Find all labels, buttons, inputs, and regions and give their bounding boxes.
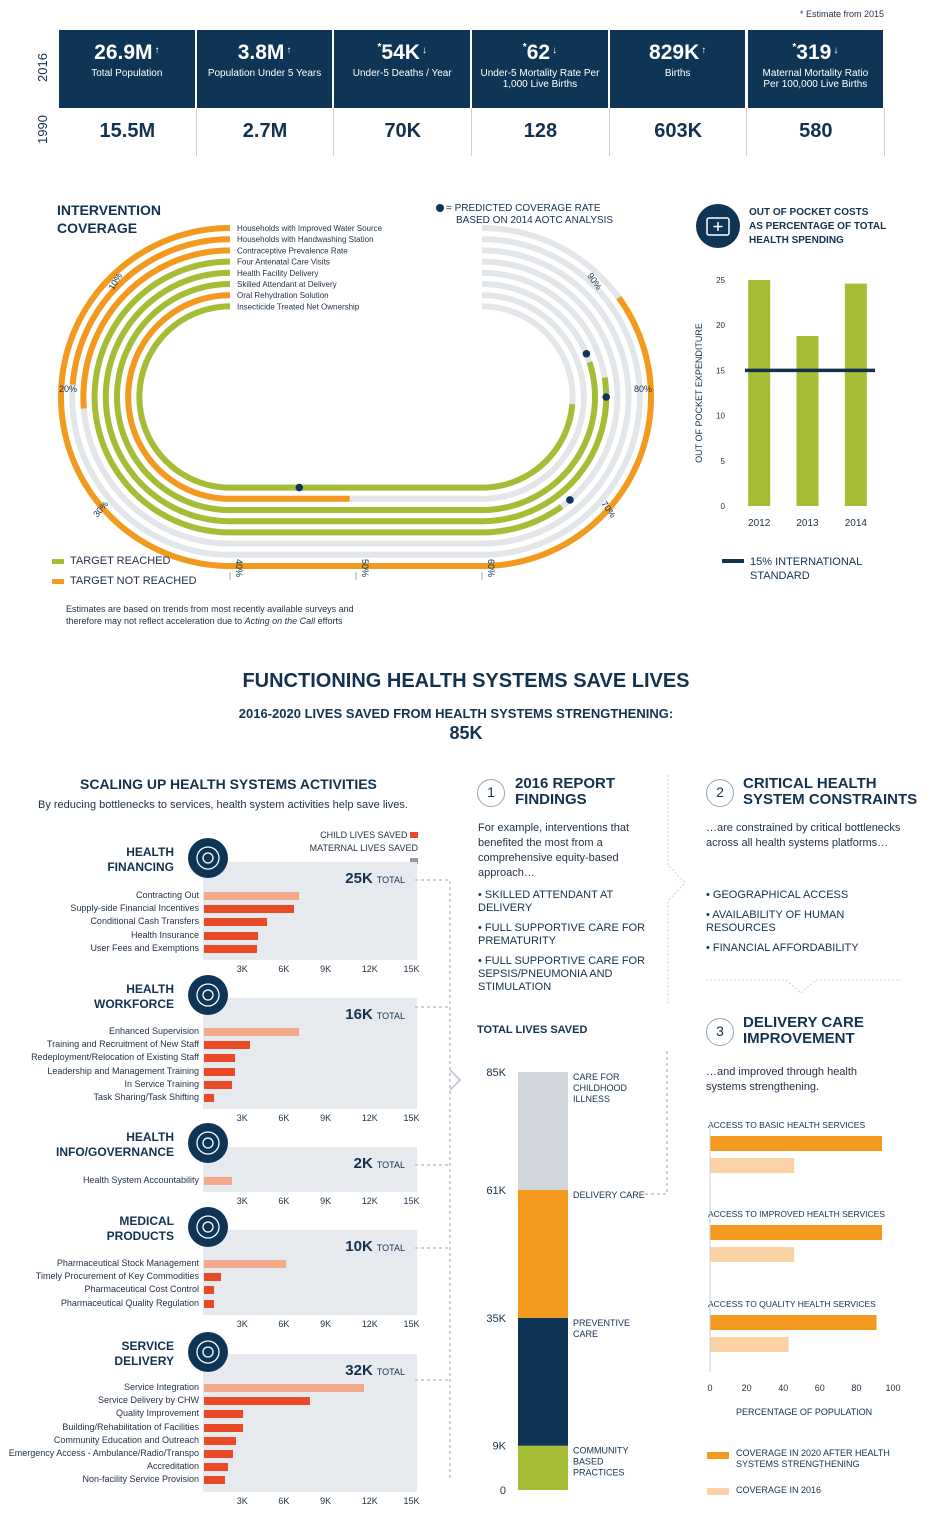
category-total-value: 16K [345,1006,373,1023]
stat-label: Population Under 5 Years [207,68,322,79]
track-label: Households with Improved Water Source [237,224,383,233]
stat-value [334,41,470,65]
activity-bar [204,1054,235,1062]
activity-label: In Service Training [124,1078,199,1089]
access-axis-tick: 0 [707,1383,713,1393]
stat-cell [334,30,470,108]
baseline-value: 2.7M [197,108,335,156]
activity-bar [204,1300,214,1308]
y-tick-label: 20 [716,321,725,331]
hs-title: FUNCTIONING HEALTH SYSTEMS SAVE LIVES [242,670,690,692]
stat-star: * [792,42,797,53]
category-title [56,1130,174,1160]
baseline-value: 580 [748,108,886,156]
percent-label: 50% [360,558,370,578]
panel-connector [410,870,470,1510]
activity-label: Non-facility Service Provision [82,1474,199,1485]
stack-label-line: CARE FOR [573,1072,620,1082]
stack-label [573,1072,628,1104]
stat-label: Under-5 Mortality Rate Per 1,000 Live Births [480,68,600,90]
access-axis-tick: 20 [741,1383,752,1393]
axis-tick: 15K [403,1318,420,1329]
stat-star: * [522,42,527,53]
trend-arrow-icon: ↑ [701,45,707,56]
axis-tick: 3K [236,1196,248,1207]
category-title-line1: SERVICE [121,1339,174,1353]
stack-tick: 0 [499,1485,506,1497]
baseline-value: 15.5M [59,108,197,156]
track-label: Contraceptive Prevalence Rate [237,246,348,256]
category-title [107,845,174,875]
finding-1-bullets [478,889,663,1001]
activity-bar [204,892,299,900]
legend-2016-swatch [707,1488,729,1495]
category-title [114,1339,174,1369]
y-tick-label: 25 [716,276,725,285]
category-total [345,1238,405,1255]
stat-label: Births [664,68,691,79]
category-total [345,870,405,887]
finding-1-title: 2016 REPORT FINDINGS [515,775,616,808]
predicted-dot [566,496,574,504]
lives-stack-chart [470,1050,713,1510]
activity-label: Contracting Out [135,890,199,900]
bullet: • FULL SUPPORTIVE CARE FOR SEPSIS/PNEUMONIA AND STIMULATION [478,955,646,993]
activity-label: Redeployment/Relocation of Existing Staff [31,1052,199,1063]
stat-value [610,41,746,65]
access-bar-2020 [710,1136,882,1151]
finding-number-3: 3 [706,1018,734,1046]
stack-tick: 9K [492,1440,506,1453]
oop-bar-chart [690,265,890,540]
predicted-note: = PREDICTED COVERAGE RATE BASED ON 2014 AOTC ANALYSIS [446,203,614,226]
axis-tick: 3K [236,1495,248,1506]
activity-label: Service Integration [123,1382,199,1392]
findings-divider [660,775,700,1005]
access-bar-2016 [710,1247,794,1262]
category-icon [188,975,228,1015]
stat-cell [59,30,195,108]
stat-cell [748,30,884,108]
total-suffix: TOTAL [376,1011,405,1021]
oop-bar [797,336,819,506]
finding-number-1: 1 [477,779,505,807]
axis-tick: 9K [320,1196,332,1207]
stack-segment [518,1072,568,1190]
axis-tick: 6K [278,1196,290,1207]
percent-label: 30% [91,498,111,520]
bullet: • SKILLED ATTENDANT AT DELIVERY [478,889,614,914]
category-total [345,1362,405,1379]
legend-2020: COVERAGE IN 2020 AFTER HEALTH SYSTEMS STRENGTHENING [736,1448,890,1469]
legend-2016: COVERAGE IN 2016 [736,1485,822,1495]
x-tick-label: 2013 [796,518,819,529]
stack-title: TOTAL LIVES SAVED [477,1024,588,1036]
activity-bar [204,1286,214,1294]
track-progress [139,306,572,487]
axis-tick: 12K [361,1196,378,1207]
activity-label: Conditional Cash Transfers [90,916,199,927]
total-suffix: TOTAL [376,875,405,885]
axis-tick: 15K [403,964,420,974]
legend-not-reached: TARGET NOT REACHED [70,575,197,587]
category-title-line2: INFO/GOVERNANCE [55,1145,174,1159]
track-label: Insecticide Treated Net Ownership [237,302,360,312]
estimate-note: * Estimate from 2015 [800,9,885,19]
stat-number: 3.8M [237,41,285,64]
activity-bar [204,1476,225,1484]
scaling-legend: CHILD LIVES SAVED MATERNAL LIVES SAVED [300,829,418,868]
access-axis-tick: 60 [814,1383,825,1393]
access-bar-2016 [710,1158,794,1173]
predicted-dot [296,484,304,492]
access-bar-2016 [710,1337,789,1352]
activity-bar [204,1260,286,1268]
activity-bar [204,1410,243,1418]
activity-label: Timely Procurement of Key Commodities [35,1271,199,1282]
activity-label: Health Insurance [130,929,199,940]
legend-2020-swatch [707,1452,729,1459]
category-total-value: 25K [345,870,373,887]
category-title [94,982,174,1012]
activity-bar [204,905,294,913]
activity-label: Training and Recruitment of New Staff [46,1039,199,1050]
track-label: Oral Rehydration Solution [237,291,329,301]
trend-arrow-icon: ↓ [833,45,839,56]
coverage-title: INTERVENTION COVERAGE [57,202,161,236]
legend-reached: TARGET REACHED [70,555,171,567]
activity-bar [204,945,257,953]
stack-label-line: BASED [573,1456,604,1467]
stack-label [573,1446,629,1478]
delivery-connector [645,1050,670,1194]
stat-number: 62 [526,41,551,64]
percent-label: 80% [633,384,653,394]
activity-label: Pharmaceutical Stock Management [56,1258,199,1268]
finding-2-title: CRITICAL HEALTH SYSTEM CONSTRAINTS [743,775,918,808]
track-label: Health Facility Delivery [237,268,319,278]
activity-label: Pharmaceutical Cost Control [84,1284,199,1295]
stack-tick: 61K [486,1185,506,1198]
activity-label: Task Sharing/Task Shifting [93,1092,199,1102]
predicted-dot [602,393,610,401]
percent-label: 70% [599,499,618,520]
activity-bar [204,932,258,940]
child-swatch [410,832,418,838]
stack-segment [518,1446,568,1490]
access-axis-tick: 100 [885,1383,901,1393]
category-icon [188,1207,228,1247]
category-total [345,1006,405,1023]
track-progress [128,295,350,499]
category-title-line1: MEDICAL [119,1214,174,1228]
trend-arrow-icon: ↑ [286,45,292,56]
axis-tick: 15K [403,1113,420,1124]
percent-label: 90% [585,271,604,292]
activity-bar [204,1463,228,1471]
oop-bar [748,280,770,506]
baseline-value: 70K [334,108,472,156]
bullet: • FINANCIAL AFFORDABILITY [706,942,859,954]
finding-3-title: DELIVERY CARE IMPROVEMENT [743,1014,864,1047]
activity-bar [204,1041,250,1049]
stat-value [748,41,884,65]
stat-number: 829K [649,41,700,64]
activity-label: Supply-side Financial Incentives [70,903,199,914]
activity-bar [204,1384,364,1392]
access-group-title: ACCESS TO IMPROVED HEALTH SERVICES [708,1209,885,1219]
findings-chevron [706,975,906,1000]
stat-label: Maternal Mortality Ratio Per 100,000 Live Births [762,68,869,90]
bullet: • GEOGRAPHICAL ACCESS [706,889,849,901]
axis-tick: 3K [236,1113,248,1124]
coverage-footnote: Estimates are based on trends from most recently available surveys and therefore may not reflect acceleration due to Acting on the Call efforts [66,604,354,626]
year-2016-label: 2016 [34,53,50,82]
axis-tick: 9K [320,1318,332,1329]
axis-tick: 6K [278,1318,290,1329]
category-total-value: 32K [345,1362,373,1379]
stat-value [59,41,195,65]
finding-2-body: …are constrained by critical bottlenecks across all health systems platforms… [706,822,901,849]
stat-value [472,41,608,65]
axis-tick: 12K [361,1318,378,1329]
axis-tick: 15K [403,1495,420,1506]
stack-label-line: COMMUNITY [573,1445,629,1456]
finding-number-2: 2 [706,779,734,807]
axis-tick: 15K [403,1196,420,1207]
stack-label-line: DELIVERY CARE [573,1190,645,1201]
bullet: • FULL SUPPORTIVE CARE FOR PREMATURITY [478,922,646,947]
category-title-line2: PRODUCTS [106,1229,174,1243]
axis-tick: 12K [361,1495,378,1506]
stat-number: 26.9M [94,41,153,64]
percent-label: 60% [486,558,496,578]
activity-label: Service Delivery by CHW [97,1395,199,1406]
category-title-line2: WORKFORCE [94,997,174,1011]
finding-2-bullets [706,889,896,962]
stack-label [573,1318,630,1339]
category-title-line1: HEALTH [126,982,174,996]
activity-label: Health System Accountability [82,1175,199,1185]
reached-swatch [52,559,64,564]
category-icon [188,1332,228,1372]
baseline-value: 128 [472,108,610,156]
access-xlabel: PERCENTAGE OF POPULATION [736,1407,873,1417]
activity-label: Emergency Access - Ambulance/Radio/Transpo [8,1448,199,1458]
axis-tick: 3K [236,964,248,974]
stack-label-line: PRACTICES [573,1467,625,1478]
access-bar-chart [700,1110,925,1410]
percent-label: 10% [106,271,125,292]
track-background [139,306,572,487]
track-background [58,228,651,566]
percent-label: 20% [58,384,78,394]
total-suffix: TOTAL [376,1160,405,1170]
baseline-value: 603K [610,108,748,156]
x-tick-label: 2014 [844,518,867,529]
stack-label-line: CARE [573,1328,599,1339]
stack-label-line: CHILDHOOD [573,1083,628,1093]
scaling-title: SCALING UP HEALTH SYSTEMS ACTIVITIES [80,776,377,792]
hs-subtitle: 2016-2020 LIVES SAVED FROM HEALTH SYSTEMS STRENGTHENING: [238,706,674,721]
wallet-icon [696,204,740,248]
stat-cell [610,30,746,108]
stack-label-line: ILLNESS [573,1094,611,1104]
stack-segment [518,1318,568,1446]
oop-bar [845,284,867,506]
activity-bar [204,1094,214,1102]
access-group-title: ACCESS TO BASIC HEALTH SERVICES [708,1120,866,1130]
y-tick-label: 5 [720,456,725,466]
access-axis-tick: 40 [778,1383,789,1393]
access-bar-2020 [710,1225,882,1240]
trend-arrow-icon: ↓ [552,45,558,56]
y-axis-label: OUT OF POCKET EXPENDITURE [694,323,704,463]
stack-tick: 85K [486,1067,506,1079]
bullet: • AVAILABILITY OF HUMAN RESOURCES [706,909,845,934]
stat-label: Under-5 Deaths / Year [352,68,452,79]
standard-line-swatch [722,559,744,563]
track-background [128,295,584,499]
category-title-line1: HEALTH [126,845,174,859]
axis-tick: 3K [236,1318,248,1329]
scaling-subtitle: By reducing bottlenecks to services, health system activities help save lives. [38,799,408,811]
activity-label: Community Education and Outreach [53,1434,199,1445]
total-suffix: TOTAL [376,1367,405,1377]
category-total-value: 2K [353,1155,373,1172]
stat-star: * [377,42,382,53]
category-title [107,1214,174,1244]
x-tick-label: 2012 [748,518,771,529]
activity-bar [204,1424,243,1432]
stack-segment [518,1190,568,1318]
stack-tick: 35K [486,1312,506,1325]
not-reached-swatch [52,579,64,584]
category-title-line2: DELIVERY [114,1354,174,1368]
activity-label: Pharmaceutical Quality Regulation [60,1297,199,1308]
category-icon [188,838,228,878]
axis-tick: 6K [278,964,290,974]
access-axis-tick: 80 [851,1383,862,1393]
activity-label: Leadership and Management Training [47,1065,199,1076]
axis-tick: 9K [320,964,332,974]
activity-label: Quality Improvement [115,1408,199,1419]
stat-number: 319 [796,41,832,64]
total-suffix: TOTAL [376,1243,405,1253]
activity-bar [204,1273,221,1281]
stat-cell [197,30,333,108]
activity-label: Enhanced Supervision [108,1026,199,1036]
category-total [354,1155,405,1172]
activity-bar [204,1177,232,1185]
y-tick-label: 10 [716,411,725,421]
stat-label: Total Population [91,68,163,79]
access-bar-2020 [710,1315,877,1330]
stat-value [197,41,333,65]
activity-bar [204,1450,233,1458]
trend-arrow-icon: ↓ [421,45,427,56]
axis-tick: 6K [278,1113,290,1124]
axis-tick: 12K [361,1113,378,1124]
oop-title: OUT OF POCKET COSTS AS PERCENTAGE OF TOTAL HEALTH SPENDING [749,207,887,246]
track-label: Households with Handwashing Station [237,235,374,245]
activity-bar [204,1068,235,1076]
year-1990-label: 1990 [34,115,50,144]
coverage-legend [52,555,197,587]
category-title-line1: HEALTH [126,1130,174,1144]
activity-label: User Fees and Exemptions [90,942,199,953]
category-icon [188,1123,228,1163]
axis-tick: 9K [320,1495,332,1506]
coverage-track-chart [0,180,680,610]
category-title-line2: FINANCING [107,860,174,874]
activity-label: Accreditation [146,1461,199,1472]
trend-arrow-icon: ↑ [154,45,160,56]
access-group-title: ACCESS TO QUALITY HEALTH SERVICES [708,1299,876,1309]
y-tick-label: 15 [716,366,725,376]
finding-1-body: For example, interventions that benefited the most from a comprehensive equity-based approach… [478,822,630,879]
track-label: Skilled Attendant at Delivery [237,280,337,289]
y-tick-label: 0 [720,502,725,511]
activity-bar [204,1437,236,1445]
percent-label: 40% [234,558,244,578]
hs-total: 85K [449,723,483,743]
activity-bar [204,918,267,926]
finding-3-body: …and improved through health systems strengthening. [706,1066,858,1093]
predicted-dot [583,350,591,358]
activity-bar [204,1081,232,1089]
stack-label-line: PREVENTIVE [573,1317,631,1328]
axis-tick: 6K [278,1495,290,1506]
activity-bar [204,1028,299,1036]
axis-tick: 9K [320,1113,332,1124]
axis-tick: 12K [361,964,378,974]
stat-cell [472,30,608,108]
category-total-value: 10K [345,1238,373,1255]
track-label: Four Antenatal Care Visits [237,257,330,267]
activity-bar [204,1397,310,1405]
activity-label: Building/Rehabilitation of Facilities [62,1421,199,1432]
track-progress [58,228,651,566]
stat-number: 54K [381,41,420,64]
stack-label [573,1190,645,1200]
